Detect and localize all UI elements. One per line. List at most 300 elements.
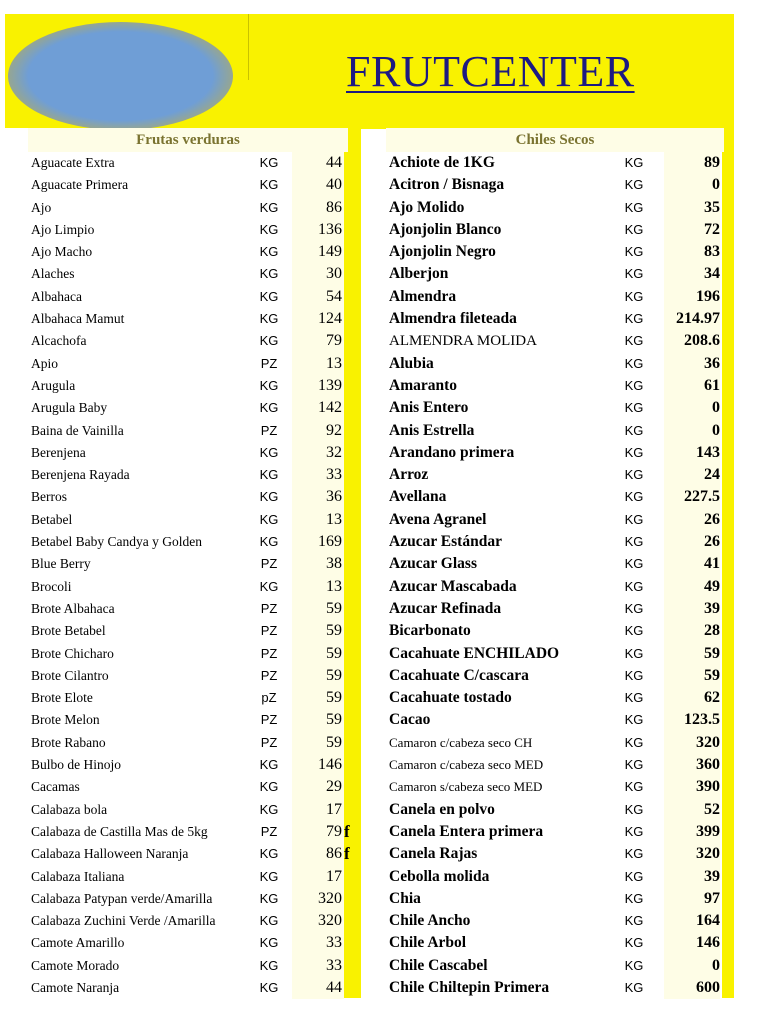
table-row — [386, 241, 722, 263]
item-name: Berenjena Rayada — [31, 467, 130, 483]
item-name: Albahaca — [31, 288, 82, 304]
item-price: 41 — [704, 555, 720, 573]
table-row — [386, 308, 722, 330]
item-unit: KG — [259, 935, 279, 951]
item-unit: KG — [624, 422, 644, 438]
item-price: 0 — [712, 399, 720, 417]
item-unit: KG — [624, 177, 644, 193]
price-cell — [664, 799, 720, 821]
item-price: 44 — [326, 978, 342, 996]
oval-logo-icon — [8, 22, 233, 130]
item-price: 59 — [326, 666, 342, 684]
item-price: 360 — [696, 756, 720, 774]
table-row — [386, 620, 722, 642]
table-row — [386, 397, 722, 419]
table-row — [386, 330, 722, 352]
item-price: 83 — [704, 243, 720, 261]
item-price: 36 — [326, 488, 342, 506]
item-name: Albahaca Mamut — [31, 311, 125, 327]
item-unit: pZ — [261, 690, 277, 706]
item-price: 39 — [704, 867, 720, 885]
item-unit: KG — [259, 244, 279, 260]
table-row — [28, 776, 344, 798]
item-price: 399 — [696, 822, 720, 840]
item-price: 600 — [696, 978, 720, 996]
table-row — [28, 687, 344, 709]
table-row — [386, 665, 722, 687]
item-price: 28 — [704, 622, 720, 640]
item-name: Avena Agranel — [389, 510, 487, 528]
item-unit: KG — [259, 846, 279, 862]
table-row — [28, 330, 344, 352]
table-row — [386, 286, 722, 308]
chiles-secos-table — [386, 128, 722, 999]
item-name: Betabel Baby Candya y Golden — [31, 534, 202, 550]
item-price: 17 — [326, 800, 342, 818]
price-cell — [664, 910, 720, 932]
price-cell — [292, 219, 344, 241]
item-name: Alubia — [389, 354, 434, 372]
price-cell — [664, 620, 720, 642]
item-unit: KG — [624, 244, 644, 260]
item-price: 89 — [704, 154, 720, 171]
item-name: Chile Arbol — [389, 934, 467, 952]
item-unit: KG — [259, 266, 279, 282]
item-unit: KG — [624, 355, 644, 371]
price-cell — [292, 553, 344, 575]
item-price: 59 — [326, 689, 342, 707]
item-name: ALMENDRA MOLIDA — [389, 333, 537, 350]
table-row — [386, 910, 722, 932]
table-row — [28, 754, 344, 776]
item-name: Ajo Limpio — [31, 221, 95, 237]
price-cell — [664, 286, 720, 308]
frutas-verduras-rows — [28, 152, 350, 999]
item-price: 164 — [696, 912, 720, 930]
item-unit: KG — [259, 311, 279, 327]
item-price: 13 — [326, 510, 342, 528]
price-cell — [292, 509, 344, 531]
price-cell — [664, 174, 720, 196]
item-name: Berenjena — [31, 444, 86, 460]
item-unit: KG — [624, 979, 644, 995]
item-unit: KG — [624, 444, 644, 460]
item-unit: PZ — [260, 600, 278, 616]
item-price: 52 — [704, 800, 720, 818]
item-name: Brote Melon — [31, 712, 100, 728]
price-cell — [664, 955, 720, 977]
item-unit: KG — [624, 155, 644, 170]
item-name: Azucar Mascabada — [389, 577, 517, 595]
item-name: Ajonjolin Blanco — [389, 220, 502, 238]
item-price: 169 — [318, 533, 342, 551]
item-name: Ajo Molido — [389, 198, 465, 216]
item-price: 26 — [704, 510, 720, 528]
item-unit: PZ — [260, 355, 278, 371]
item-unit: KG — [259, 890, 279, 906]
table-row — [28, 598, 344, 620]
item-price: 320 — [318, 912, 342, 930]
item-name: Arugula Baby — [31, 400, 108, 416]
item-price: 146 — [318, 756, 342, 774]
item-price: 33 — [326, 956, 342, 974]
price-cell — [292, 687, 344, 709]
item-price: 39 — [704, 599, 720, 617]
item-unit: KG — [259, 489, 279, 505]
item-unit: KG — [624, 600, 644, 616]
table-row — [28, 263, 344, 285]
item-name: Cacao — [389, 711, 431, 729]
item-price: 33 — [326, 466, 342, 484]
table-row — [28, 531, 344, 553]
item-price: 36 — [704, 354, 720, 372]
item-name: Amaranto — [389, 376, 458, 394]
table-row — [386, 197, 722, 219]
table-row — [28, 553, 344, 575]
price-cell — [292, 843, 344, 865]
item-price: 0 — [712, 421, 720, 439]
price-cell — [664, 687, 720, 709]
item-name: Canela Entera primera — [389, 822, 544, 840]
item-name: Cacahuate C/cascara — [389, 666, 529, 684]
table-row — [28, 620, 344, 642]
item-name: Cacahuate ENCHILADO — [389, 644, 560, 662]
item-name: Aguacate Primera — [31, 177, 129, 193]
item-name: Anis Estrella — [389, 421, 475, 439]
item-price: 59 — [704, 644, 720, 662]
price-cell — [292, 799, 344, 821]
item-unit: PZ — [260, 667, 278, 683]
table-row — [386, 821, 722, 843]
item-price: 79 — [326, 332, 342, 350]
price-cell — [292, 932, 344, 954]
item-name: Azucar Estándar — [389, 533, 502, 551]
item-unit: KG — [624, 846, 644, 862]
table-row — [28, 866, 344, 888]
item-unit: KG — [624, 400, 644, 416]
price-cell — [664, 932, 720, 954]
item-name: Camote Amarillo — [31, 935, 125, 951]
table-row — [28, 799, 344, 821]
table-row — [28, 910, 344, 932]
table-row — [28, 665, 344, 687]
item-price: 32 — [326, 443, 342, 461]
price-cell — [292, 263, 344, 285]
item-price: 54 — [326, 287, 342, 305]
table-row — [28, 375, 344, 397]
price-cell — [292, 598, 344, 620]
item-unit: KG — [259, 868, 279, 884]
item-unit: KG — [624, 757, 644, 773]
item-price: 123.5 — [684, 711, 720, 729]
item-price: 13 — [326, 354, 342, 372]
price-cell — [664, 821, 720, 843]
item-price: 320 — [696, 733, 720, 751]
item-name: Brote Cilantro — [31, 667, 109, 683]
price-cell — [664, 531, 720, 553]
item-name: Anis Entero — [389, 399, 469, 417]
item-unit: KG — [624, 690, 644, 706]
item-name: Alberjon — [389, 265, 449, 283]
item-price: 214.97 — [676, 310, 720, 328]
item-name: Berros — [31, 489, 67, 505]
price-cell — [664, 843, 720, 865]
item-unit: KG — [259, 801, 279, 817]
item-price: 320 — [696, 845, 720, 863]
item-name: Canela Rajas — [389, 845, 478, 863]
price-cell — [292, 464, 344, 486]
item-price: 79 — [326, 822, 342, 840]
item-price: 86 — [326, 845, 342, 863]
item-unit: KG — [259, 333, 279, 349]
table-row — [28, 219, 344, 241]
item-unit: KG — [259, 979, 279, 995]
table-row — [28, 174, 344, 196]
item-price: 24 — [704, 466, 720, 484]
item-name: Calabaza Halloween Naranja — [31, 846, 189, 862]
item-unit: KG — [259, 177, 279, 193]
item-name: Brote Elote — [31, 690, 93, 706]
item-name: Brote Chicharo — [31, 645, 114, 661]
item-price: 142 — [318, 399, 342, 417]
item-price: 38 — [326, 555, 342, 573]
page-title: FRUTCENTER — [346, 47, 635, 96]
table-row — [386, 687, 722, 709]
item-name: Brote Albahaca — [31, 600, 115, 616]
table-row — [386, 464, 722, 486]
price-cell — [664, 241, 720, 263]
price-cell — [292, 486, 344, 508]
table-row — [386, 776, 722, 798]
item-price: 59 — [326, 644, 342, 662]
table-row — [386, 509, 722, 531]
price-cell — [292, 375, 344, 397]
item-name: Avellana — [389, 488, 447, 506]
price-cell — [664, 665, 720, 687]
item-name: Camaron s/cabeza seco MED — [389, 779, 543, 795]
item-price: 86 — [326, 198, 342, 216]
price-cell — [664, 576, 720, 598]
table-row — [28, 420, 344, 442]
item-unit: KG — [259, 221, 279, 237]
item-unit: KG — [259, 757, 279, 773]
price-cell — [292, 420, 344, 442]
price-cell — [664, 486, 720, 508]
table-row — [28, 576, 344, 598]
item-unit: PZ — [260, 823, 278, 839]
item-price: 72 — [704, 220, 720, 238]
table-row — [28, 442, 344, 464]
item-name: Camote Morado — [31, 957, 120, 973]
item-price: 62 — [704, 689, 720, 707]
item-name: Brote Betabel — [31, 623, 106, 639]
price-cell — [664, 464, 720, 486]
item-price: 208.6 — [684, 332, 720, 350]
item-unit: KG — [624, 467, 644, 483]
price-cell — [664, 598, 720, 620]
item-unit: KG — [624, 801, 644, 817]
item-name: Cacahuate tostado — [389, 689, 512, 707]
item-price: 29 — [326, 778, 342, 796]
price-cell — [292, 910, 344, 932]
item-unit: KG — [624, 957, 644, 973]
item-unit: PZ — [260, 422, 278, 438]
table-row — [386, 843, 722, 865]
item-unit: PZ — [260, 556, 278, 572]
item-name: Camaron c/cabeza seco CH — [389, 734, 533, 750]
item-unit: KG — [624, 890, 644, 906]
table-row — [28, 509, 344, 531]
item-name: Arroz — [389, 466, 429, 484]
left-margin — [5, 128, 28, 998]
item-unit: KG — [624, 556, 644, 572]
chiles-secos-heading: Chiles Secos — [386, 128, 724, 152]
item-unit: KG — [259, 288, 279, 304]
price-cell — [292, 197, 344, 219]
table-row — [386, 932, 722, 954]
price-cell — [664, 643, 720, 665]
item-unit: KG — [259, 511, 279, 527]
price-cell — [664, 397, 720, 419]
item-mark: f — [344, 844, 350, 864]
item-price: 59 — [326, 599, 342, 617]
price-cell — [292, 397, 344, 419]
item-name: Almendra — [389, 287, 457, 305]
item-name: Camaron c/cabeza seco MED — [389, 757, 544, 773]
price-cell — [292, 888, 344, 910]
item-name: Azucar Refinada — [389, 599, 502, 617]
table-row — [386, 598, 722, 620]
item-name: Calabaza bola — [31, 801, 108, 817]
price-cell — [664, 866, 720, 888]
item-price: 320 — [318, 889, 342, 907]
price-cell — [664, 330, 720, 352]
item-price: 17 — [326, 867, 342, 885]
item-unit: KG — [624, 199, 644, 215]
table-row — [28, 152, 344, 174]
price-cell — [292, 709, 344, 731]
price-cell — [292, 308, 344, 330]
table-row — [386, 420, 722, 442]
table-row — [386, 732, 722, 754]
price-cell — [292, 955, 344, 977]
price-cell — [292, 643, 344, 665]
item-name: Calabaza Italiana — [31, 868, 125, 884]
table-row — [386, 152, 722, 174]
item-unit: PZ — [260, 623, 278, 639]
item-unit: KG — [624, 623, 644, 639]
item-price: 49 — [704, 577, 720, 595]
price-cell — [292, 754, 344, 776]
item-unit: KG — [624, 868, 644, 884]
item-price: 13 — [326, 577, 342, 595]
item-name: Brote Rabano — [31, 734, 106, 750]
left-column-stripe — [344, 128, 361, 998]
table-row — [386, 888, 722, 910]
price-cell — [664, 353, 720, 375]
table-row — [28, 197, 344, 219]
table-row — [28, 643, 344, 665]
table-row — [386, 174, 722, 196]
price-cell — [664, 776, 720, 798]
item-unit: KG — [259, 155, 279, 170]
table-row — [28, 286, 344, 308]
item-price: 92 — [326, 421, 342, 439]
header-divider — [248, 14, 249, 80]
chiles-secos-rows — [386, 152, 722, 999]
table-row — [28, 843, 350, 865]
table-row — [386, 866, 722, 888]
item-unit: KG — [624, 288, 644, 304]
price-cell — [292, 977, 344, 999]
item-name: Calabaza Patypan verde/Amarilla — [31, 890, 213, 906]
item-price: 30 — [326, 265, 342, 283]
frutas-verduras-heading: Frutas verduras — [28, 128, 348, 152]
table-row — [386, 709, 722, 731]
item-price: 61 — [704, 376, 720, 394]
item-price: 59 — [326, 711, 342, 729]
item-unit: KG — [259, 578, 279, 594]
item-unit: KG — [624, 311, 644, 327]
item-unit: KG — [624, 221, 644, 237]
price-cell — [664, 375, 720, 397]
item-unit: KG — [259, 444, 279, 460]
price-cell — [292, 174, 344, 196]
item-price: 44 — [326, 154, 342, 171]
item-unit: KG — [624, 823, 644, 839]
item-unit: KG — [624, 667, 644, 683]
item-name: Ajo — [31, 199, 52, 215]
price-cell — [292, 732, 344, 754]
item-price: 124 — [318, 310, 342, 328]
item-name: Blue Berry — [31, 556, 91, 572]
item-price: 59 — [704, 666, 720, 684]
item-name: Chia — [389, 889, 421, 907]
price-cell — [292, 866, 344, 888]
item-unit: PZ — [260, 712, 278, 728]
table-row — [28, 464, 344, 486]
price-cell — [664, 709, 720, 731]
table-row — [386, 576, 722, 598]
item-name: Cebolla molida — [389, 867, 490, 885]
item-name: Chile Ancho — [389, 912, 471, 930]
table-row — [386, 442, 722, 464]
item-unit: KG — [259, 199, 279, 215]
price-cell — [664, 152, 720, 174]
frutas-verduras-table — [28, 128, 350, 999]
item-unit: PZ — [260, 734, 278, 750]
item-name: Bicarbonato — [389, 622, 471, 640]
price-cell — [664, 732, 720, 754]
item-price: 0 — [712, 176, 720, 194]
table-row — [386, 799, 722, 821]
price-cell — [664, 509, 720, 531]
price-cell — [292, 776, 344, 798]
item-price: 59 — [326, 733, 342, 751]
price-cell — [292, 353, 344, 375]
item-name: Alcachofa — [31, 333, 87, 349]
price-cell — [292, 821, 344, 843]
price-cell — [664, 754, 720, 776]
item-unit: KG — [624, 511, 644, 527]
item-price: 26 — [704, 533, 720, 551]
table-row — [386, 531, 722, 553]
item-price: 33 — [326, 934, 342, 952]
table-row — [386, 977, 722, 999]
item-name: Ajonjolin Negro — [389, 243, 496, 261]
item-price: 136 — [318, 220, 342, 238]
item-name: Chile Chiltepin Primera — [389, 978, 550, 996]
